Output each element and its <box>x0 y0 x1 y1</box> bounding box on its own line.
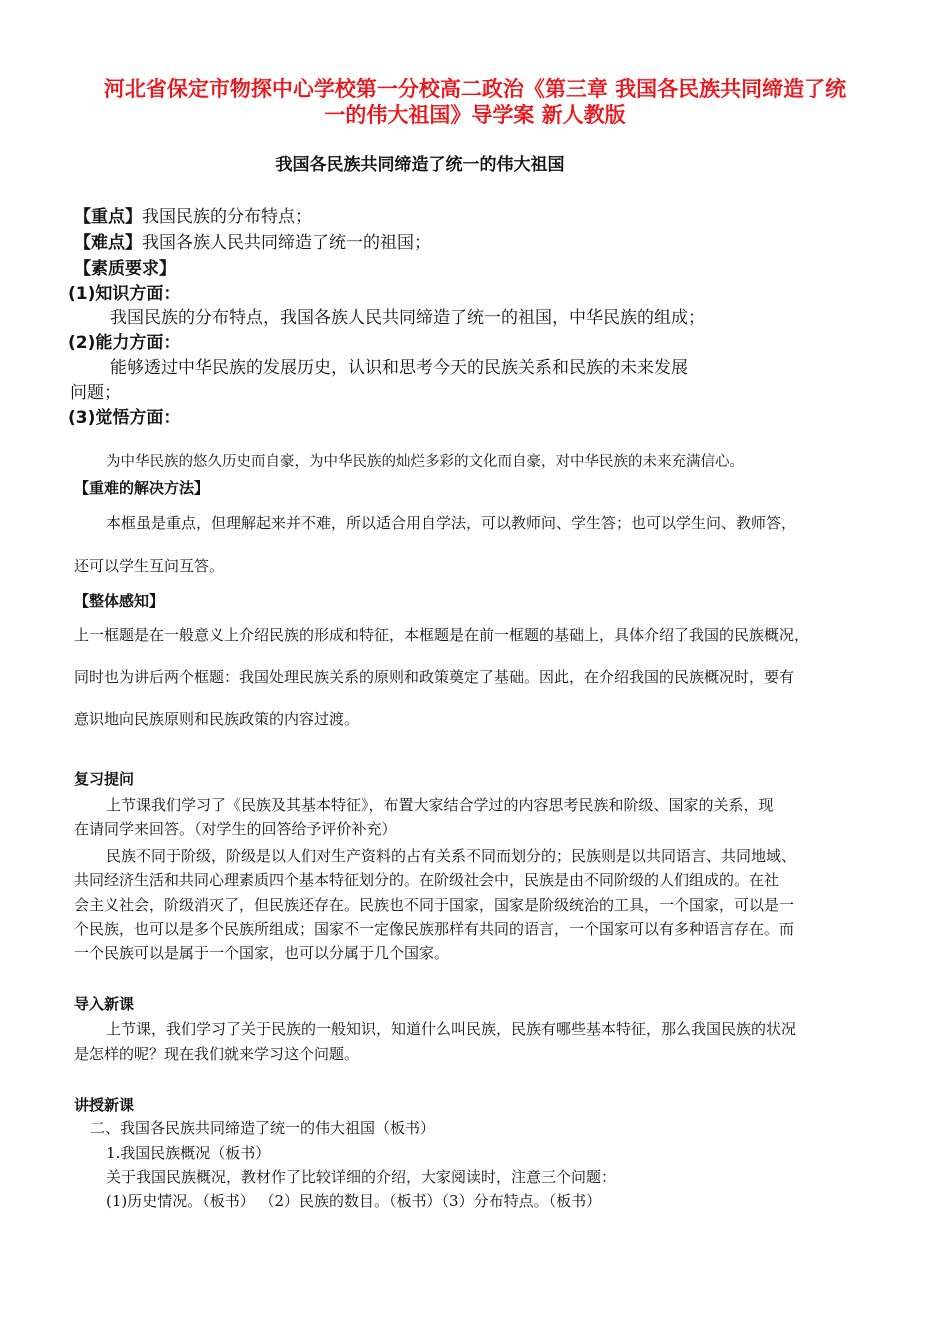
intro-label: 导入新课 <box>74 995 135 1013</box>
methods-text-line-1: 本框虽是重点，但理解起来并不难，所以适合用自学法，可以教师问、学生答；也可以学生问、教师答， <box>106 514 797 532</box>
quality-requirements-label: 【素质要求】 <box>74 259 176 279</box>
difficulty-label: 【难点】 <box>74 233 142 253</box>
focus-label: 【重点】 <box>74 207 142 227</box>
intro-text-line-1: 上节课，我们学习了关于民族的一般知识，知道什么叫民族，民族有哪些基本特征，那么我国民族的状况 <box>106 1020 797 1038</box>
methods-label: 【重难的解决方法】 <box>74 479 210 497</box>
ability-text-line-2: 问题； <box>70 383 121 403</box>
overview-text-line-3: 意识地向民族原则和民族政策的内容过渡。 <box>74 710 360 728</box>
review-p2-line-3: 会主义社会，阶级消灭了，但民族还存在。民族也不同于国家，国家是阶级统治的工具，一个国家，可以是一 <box>74 896 795 914</box>
focus-row <box>74 202 312 227</box>
review-p2-line-1: 民族不同于阶级，阶级是以人们对生产资料的占有关系不同而划分的；民族则是以共同语言、共同地域、 <box>106 847 797 865</box>
lecture-line-2: 1.我国民族概况（板书） <box>106 1144 271 1162</box>
awareness-label: (3)觉悟方面： <box>68 408 181 428</box>
review-p1-line-2: 在请同学来回答。（对学生的回答给予评价补充） <box>74 820 397 838</box>
document-title-line-1: 河北省保定市物探中心学校第一分校高二政治《第三章 我国各民族共同缔造了统 <box>103 77 847 101</box>
knowledge-label: (1)知识方面： <box>68 284 181 304</box>
overview-text-line-2: 同时也为讲后两个框题：我国处理民族关系的原则和政策奠定了基础。因此，在介绍我国的民族概况时，要有 <box>74 668 795 686</box>
awareness-text: 为中华民族的悠久历史而自豪，为中华民族的灿烂多彩的文化而自豪，对中华民族的未来充满信心。 <box>106 454 744 470</box>
methods-text-line-2: 还可以学生互问互答。 <box>74 557 225 575</box>
review-p1-line-1: 上节课我们学习了《民族及其基本特征》，布置大家结合学过的内容思考民族和阶级、国家的关系，现 <box>106 796 774 814</box>
difficulty-text: 我国各族人民共同缔造了统一的祖国； <box>142 233 431 253</box>
lesson-subtitle: 我国各民族共同缔造了统一的伟大祖国 <box>275 155 565 175</box>
review-p2-line-2: 共同经济生活和共同心理素质四个基本特征划分的。在阶级社会中，民族是由不同阶级的人们组成的。在社 <box>74 871 780 889</box>
difficulty-row <box>74 228 431 253</box>
ability-text-line-1: 能够透过中华民族的发展历史，认识和思考今天的民族关系和民族的未来发展 <box>110 358 688 378</box>
ability-label: (2)能力方面： <box>68 333 181 353</box>
lecture-line-3: 关于我国民族概况，教材作了比较详细的介绍，大家阅读时，注意三个问题： <box>106 1168 617 1186</box>
document-title-line-2: 一的伟大祖国》导学案 新人教版 <box>324 103 626 127</box>
review-p2-line-4: 个民族，也可以是多个民族所组成；国家不一定像民族那样有共同的语言，一个国家可以有多种语言存在。而 <box>74 920 795 938</box>
overview-text-line-1: 上一框题是在一般意义上介绍民族的形成和特征，本框题是在前一框题的基础上，具体介绍了我国的民族概况， <box>74 626 810 644</box>
lecture-label: 讲授新课 <box>74 1096 135 1114</box>
lecture-line-4: (1)历史情况。（板书） （2）民族的数目。（板书）（3）分布特点。（板书） <box>106 1192 602 1210</box>
intro-text-line-2: 是怎样的呢？现在我们就来学习这个问题。 <box>74 1045 360 1063</box>
overview-label: 【整体感知】 <box>74 592 165 610</box>
lecture-line-1: 二、我国各民族共同缔造了统一的伟大祖国（板书） <box>90 1119 436 1137</box>
knowledge-text: 我国民族的分布特点，我国各族人民共同缔造了统一的祖国，中华民族的组成； <box>110 308 705 328</box>
review-label: 复习提问 <box>74 770 135 788</box>
focus-text: 我国民族的分布特点； <box>142 207 312 227</box>
review-p2-line-5: 一个民族可以是属于一个国家，也可以分属于几个国家。 <box>74 944 450 962</box>
